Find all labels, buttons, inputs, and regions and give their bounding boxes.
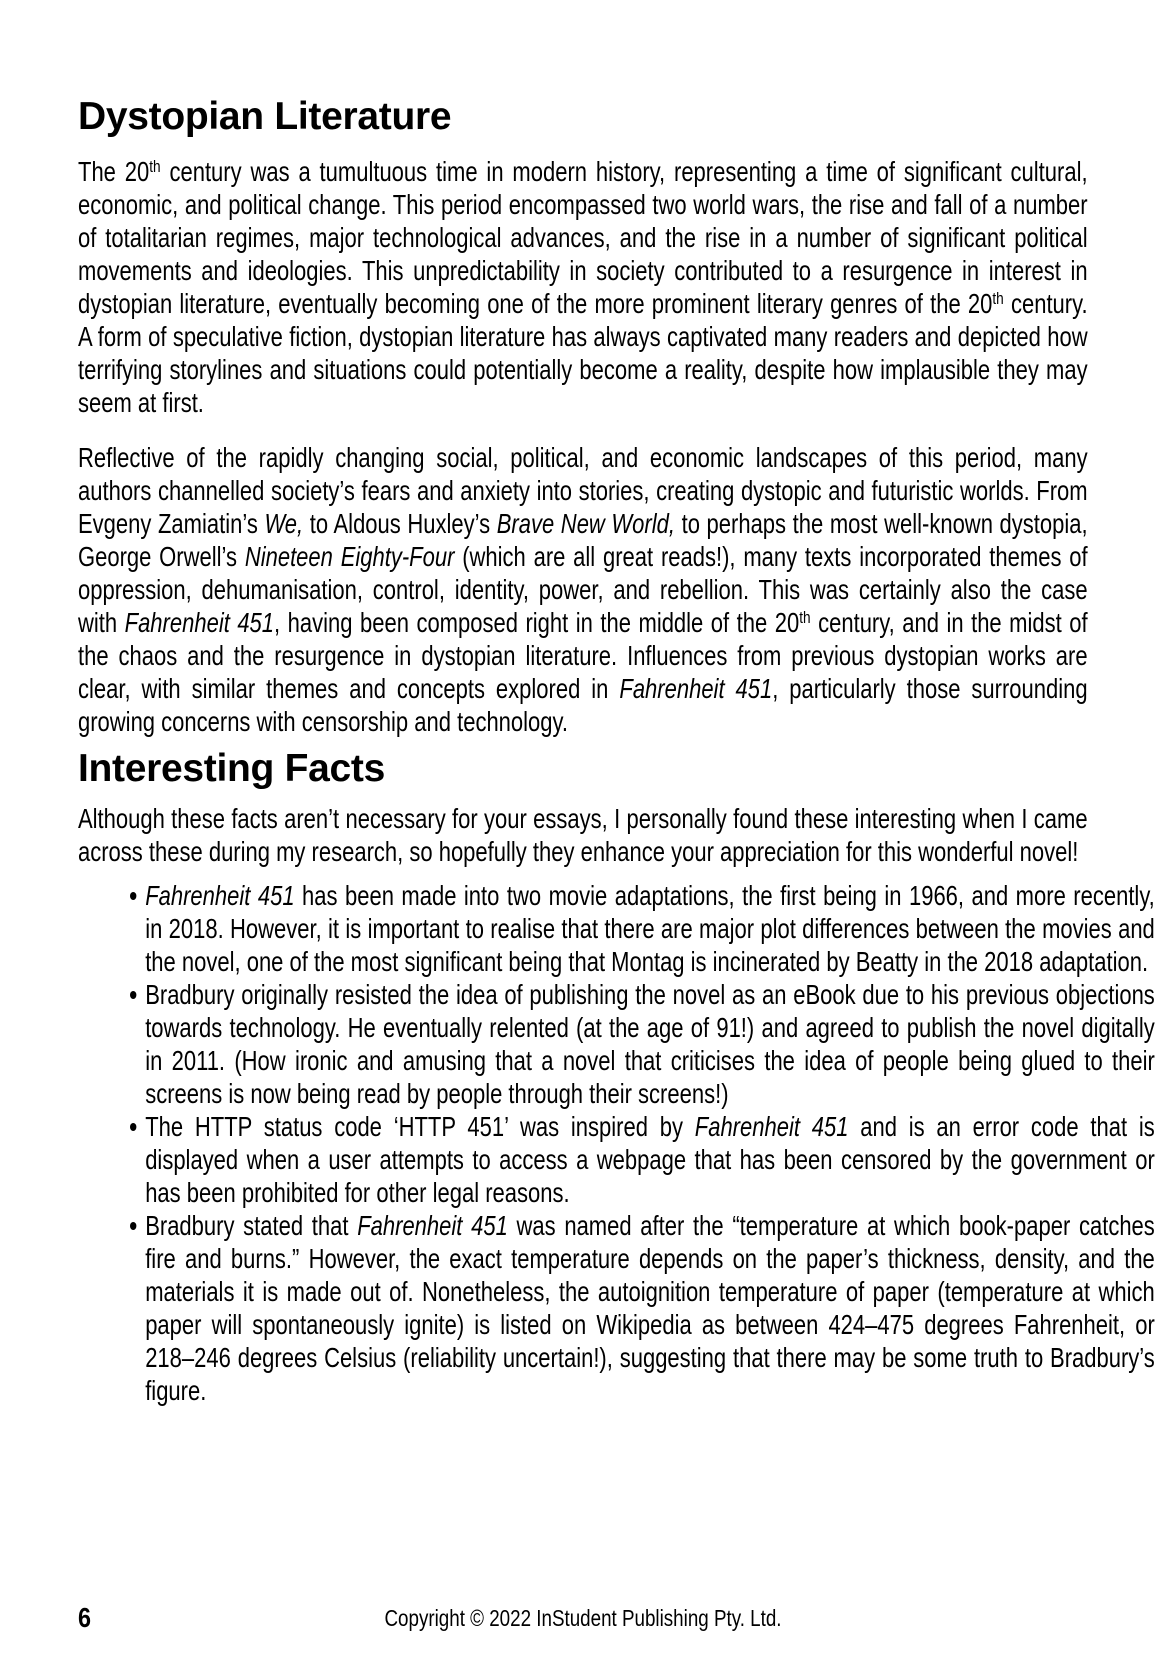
- list-item-ebook: [145, 978, 1155, 1110]
- paragraph-dystopian-2: Reflective of the rapidly changing social, political, and economic landscapes of this period, many authors channelled society’s fears and anxiety into stories, creating dystopic and futuristic worlds. From Evgeny Zamiatin’s We, to Aldous Huxley’s Brave New World, to perhaps the most well-known dystopia, George Orwell’s Nineteen Eighty-Four (which are all great reads!), many texts incorporated themes of oppression, dehumanisation, control, identity, power, and rebellion. This was certainly also the case with Fahrenheit 451, having been composed right in the middle of the 20th century, and in the midst of the chaos and the resurgence in dystopian literature. Influences from previous dystopian works are clear, with similar themes and concepts explored in Fahrenheit 451, particularly those surrounding growing concerns with censorship and technology.: [78, 442, 1088, 737]
- copyright-text: Copyright © 2022 InStudent Publishing Pty. Ltd.: [384, 1605, 782, 1631]
- list-item-text: Bradbury originally resisted the idea of publishing the novel as an eBook due to his previous objections towards technology. He eventually relented (at the age of 91!) and agreed to publish the novel digitally in 2011. (How ironic and amusing that a novel that criticises the idea of people being glued to their screens is now being read by people through their screens!): [145, 979, 1155, 1109]
- list-item-movie-adaptations: [145, 879, 1155, 978]
- page-footer: [0, 1601, 1166, 1637]
- bullet-icon: [130, 1123, 136, 1131]
- page-number: 6: [78, 1602, 92, 1633]
- list-item-http-451: [145, 1110, 1155, 1209]
- section-heading-dystopian-literature: Dystopian Literature: [78, 95, 452, 138]
- paragraph-dystopian-1: The 20th century was a tumultuous time in modern history, representing a time of significant cultural, economic, and political change. This period encompassed two world wars, the rise and fall of a number of totalitarian regimes, major technological advances, and the rise in a number of significant political movements and ideologies. This unpredictability in society contributed to a resurgence in interest in dystopian literature, eventually becoming one of the more prominent literary genres of the 20th century. A form of speculative fiction, dystopian literature has always captivated many readers and depicted how terrifying storylines and situations could potentially become a reality, despite how implausible they may seem at first.: [78, 156, 1088, 418]
- list-item-text: The HTTP status code ‘HTTP 451’ was inspired by Fahrenheit 451 and is an error code that is displayed when a user attempts to access a webpage that has been censored by the government or has been prohibited for other legal reasons.: [145, 1111, 1155, 1208]
- bullet-icon: [130, 1222, 136, 1230]
- facts-list: [78, 879, 1155, 1407]
- page-content: [78, 0, 1155, 1407]
- bullet-icon: [130, 991, 136, 999]
- bullet-icon: [130, 892, 136, 900]
- section-heading-interesting-facts: Interesting Facts: [78, 747, 385, 790]
- list-item-text: Fahrenheit 451 has been made into two movie adaptations, the first being in 1966, and more recently, in 2018. However, it is important to realise that there are major plot differences between the movies and the novel, one of the most significant being that Montag is incinerated by Beatty in the 2018 adaptation.: [145, 880, 1155, 977]
- list-item-autoignition: [145, 1209, 1155, 1407]
- paragraph-facts-intro: Although these facts aren’t necessary for your essays, I personally found these interesting when I came across these during my research, so hopefully they enhance your appreciation for this wonderful novel!: [78, 803, 1088, 867]
- list-item-text: Bradbury stated that Fahrenheit 451 was named after the “temperature at which book-paper catches fire and burns.” However, the exact temperature depends on the paper’s thickness, density, and the materials it is made out of. Nonetheless, the autoignition temperature of paper (temperature at which paper will spontaneously ignite) is listed on Wikipedia as between 424–475 degrees Fahrenheit, or 218–246 degrees Celsius (reliability uncertain!), suggesting that there may be some truth to Bradbury’s figure.: [145, 1210, 1155, 1406]
